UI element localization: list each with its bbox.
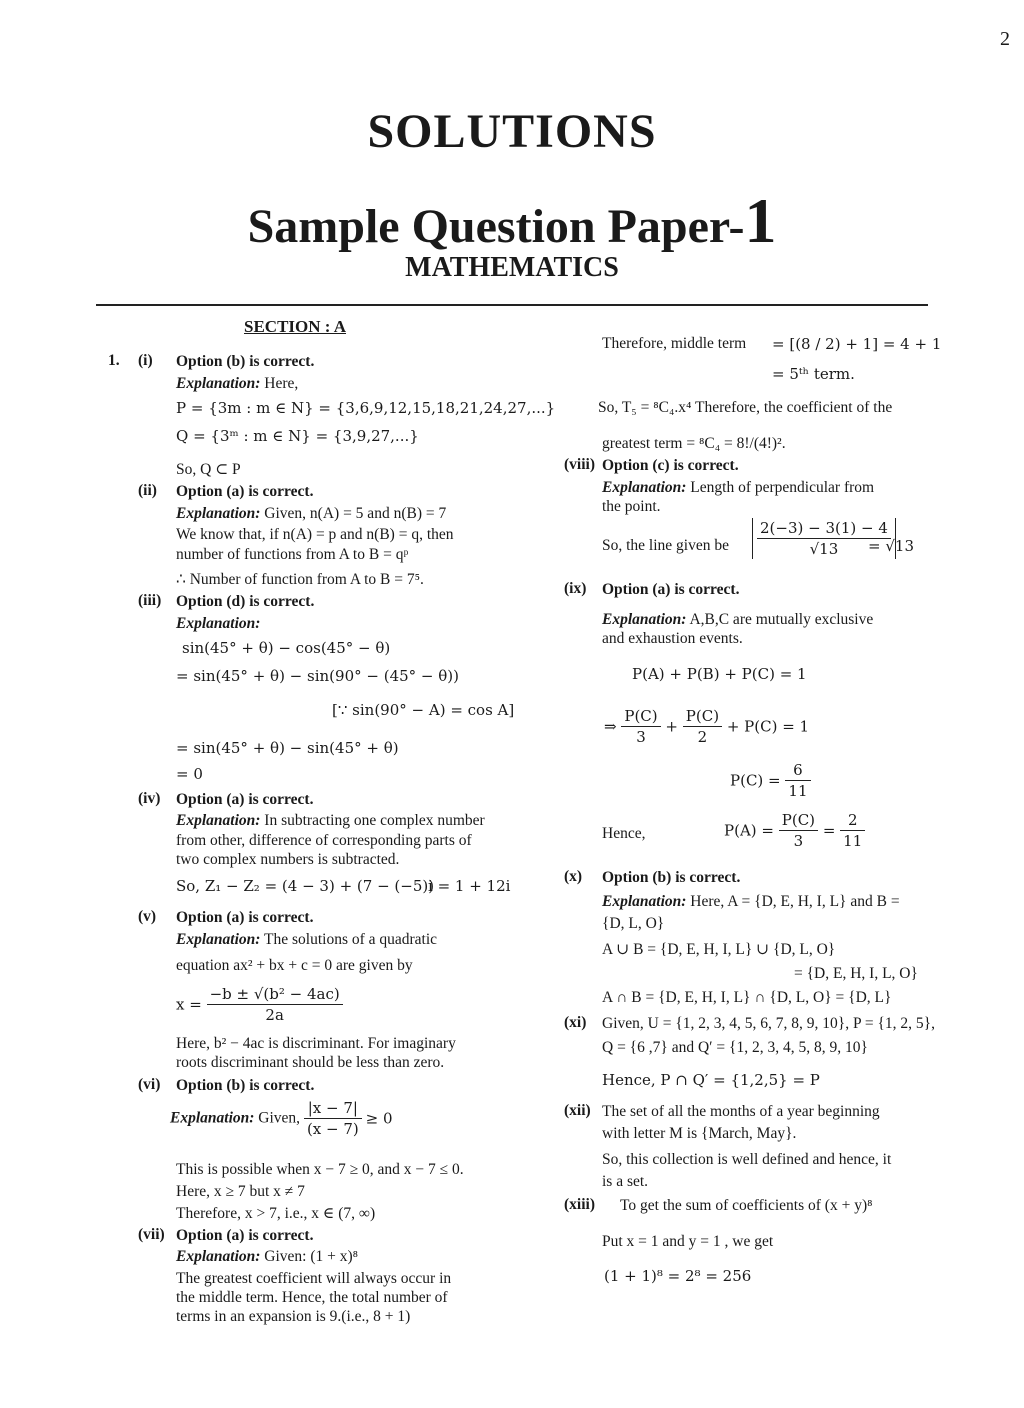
math-line: (1 + 1)⁸ = 2⁸ = 256 (604, 1267, 752, 1285)
paper-number: 1 (744, 185, 777, 256)
text-line: Here, b² − 4ac is discriminant. For imaginary (176, 1035, 456, 1052)
text-line: roots discriminant should be less than zero. (176, 1054, 445, 1071)
item-label: (iii) (138, 592, 162, 609)
math-line: = sin(45° + θ) − sin(45° + θ) (176, 739, 399, 757)
text-line: {D, L, O} (602, 915, 665, 932)
math-line: P = {3m : m ∈ N} = {3,6,9,12,15,18,21,24,27,...} (176, 399, 556, 417)
option-line: Option (b) is correct. (176, 1077, 315, 1094)
math-line: P(A) + P(B) + P(C) = 1 (632, 665, 807, 683)
text-line: Therefore, x > 7, i.e., x ∈ (7, ∞) (176, 1205, 376, 1222)
text-line: ∴ Number of function from A to B = 7⁵. (176, 571, 424, 588)
math-line: A ∪ B = {D, E, H, I, L} ∪ {D, L, O} (602, 941, 836, 958)
explanation-line: Explanation: The solutions of a quadratic (176, 931, 438, 948)
text-line: and exhaustion events. (602, 630, 743, 647)
text-line: So, T₅ = ⁸C₄.x⁴ Therefore, the coefficient of the (598, 399, 893, 416)
text-line: greatest term = ⁸C₄ = 8!/(4!)². (602, 435, 786, 452)
page-number: 2 (1000, 28, 1010, 50)
math-line: [∵ sin(90° − A) = cos A] (332, 701, 515, 719)
math-line: = [(8 / 2) + 1] = 4 + 1 (772, 335, 942, 353)
option-line: Option (a) is correct. (602, 581, 740, 598)
option-line: Option (c) is correct. (602, 457, 739, 474)
text-line: We know that, if n(A) = p and n(B) = q, then (176, 526, 454, 543)
text-line: The set of all the months of a year beginning (602, 1103, 880, 1120)
item-label: (viii) (564, 456, 595, 473)
text-line: Here, x ≥ 7 but x ≠ 7 (176, 1183, 305, 1200)
math-line: Q = {3ᵐ : m ∈ N} = {3,9,27,...} (176, 427, 419, 445)
formula: ⇒ $\frac{P(C)}{3}$ + $\frac{P(C)}{2}$ + P(C) = 1 (604, 707, 810, 746)
text-line: So, Q ⊂ P (176, 461, 241, 478)
item-label: (xii) (564, 1102, 591, 1119)
item-label: (v) (138, 908, 157, 925)
formula: $\frac{2(-3) - 3(1) - 4}{√13}$ (752, 518, 896, 559)
explanation-line: Explanation: In subtracting one complex number (176, 812, 485, 829)
text-line: Hence, (602, 825, 646, 842)
item-label: (x) (564, 868, 583, 885)
subject-heading: MATHEMATICS (405, 252, 619, 283)
math-line: A ∩ B = {D, E, H, I, L} ∩ {D, L, O} = {D, L} (602, 989, 892, 1006)
text-line: To get the sum of coefficients of (x + y)⁸ (620, 1197, 873, 1214)
math-line: = sin(45° + θ) − sin(90° − (45° − θ)) (176, 667, 460, 685)
item-label: (iv) (138, 790, 161, 807)
math-line: i = 1 + 12i (428, 877, 511, 895)
paper-title (0, 184, 1024, 258)
math-line: sin(45° + θ) − cos(45° − θ) (182, 639, 391, 657)
text-line: Q = {6 ,7} and Q′ = {1, 2, 3, 4, 5, 8, 9, 10} (602, 1039, 868, 1056)
text-line: So, the line given be (602, 537, 729, 554)
explanation-line: Explanation: Here, A = {D, E, H, I, L} and B = (602, 893, 900, 910)
option-line: Option (b) is correct. (602, 869, 741, 886)
text-line: Put x = 1 and y = 1 , we get (602, 1233, 774, 1250)
text-line: equation ax² + bx + c = 0 are given by (176, 957, 413, 974)
explanation-line: Explanation: A,B,C are mutually exclusive (602, 611, 874, 628)
option-line: Option (a) is correct. (176, 1227, 314, 1244)
item-label: (i) (138, 352, 153, 369)
explanation-line: Explanation: Given, $\frac{|x - 7|}{(x - 7)}$ ≥ 0 (170, 1099, 393, 1138)
item-label: (xi) (564, 1014, 587, 1031)
explanation-line: Explanation: Given: (1 + x)⁸ (176, 1248, 359, 1265)
text-line: This is possible when x − 7 ≥ 0, and x − 7 ≤ 0. (176, 1161, 464, 1178)
explanation-line: Explanation: Given, n(A) = 5 and n(B) = 7 (176, 505, 447, 522)
text-line: terms in an expansion is 9.(i.e., 8 + 1) (176, 1308, 411, 1325)
text-line: with letter M is {March, May}. (602, 1125, 797, 1142)
section-heading: SECTION : A (244, 317, 347, 336)
text-line: The greatest coefficient will always occur in (176, 1270, 452, 1287)
text-line: Therefore, middle term (602, 335, 747, 352)
formula: x = $\frac{\text{−b ± √(b² − 4ac)}}{2a}$ (176, 984, 343, 1025)
text-line: two complex numbers is subtracted. (176, 851, 400, 868)
item-label: (xiii) (564, 1196, 595, 1213)
header-divider (96, 304, 928, 306)
item-label: (ix) (564, 580, 587, 597)
page-title: SOLUTIONS (367, 105, 657, 158)
formula: P(C) = $\frac{6}{11}$ (730, 760, 811, 801)
paper-title-text: Sample Question Paper- (247, 200, 745, 253)
option-line: Option (b) is correct. (176, 353, 315, 370)
math-line: So, Z₁ − Z₂ = (4 − 3) + (7 − (−5)) (176, 877, 435, 895)
question-number: 1. (108, 352, 120, 369)
item-label: (vii) (138, 1226, 165, 1243)
formula: P(A) = $\frac{P(C)}{3}$ = $\frac{2}{11}$ (724, 810, 865, 851)
text-line: the point. (602, 498, 661, 515)
option-line: Option (a) is correct. (176, 791, 314, 808)
explanation-line: Explanation: Here, (176, 375, 299, 392)
math-line: = 0 (176, 765, 203, 783)
text-line: the middle term. Hence, the total number of (176, 1289, 448, 1306)
option-line: Option (a) is correct. (176, 909, 314, 926)
item-label: (ii) (138, 482, 157, 499)
item-label: (vi) (138, 1076, 161, 1093)
text-line: So, this collection is well defined and hence, it (602, 1151, 892, 1168)
text-line: Given, U = {1, 2, 3, 4, 5, 6, 7, 8, 9, 10}, P = {1, 2, 5}, (602, 1015, 935, 1032)
math-line: = {D, E, H, I, L, O} (794, 965, 918, 982)
explanation-line: Explanation: Length of perpendicular from (602, 479, 875, 496)
math-line: = 5ᵗʰ term. (772, 365, 855, 383)
option-line: Option (a) is correct. (176, 483, 314, 500)
text-line: is a set. (602, 1173, 649, 1190)
text-line: from other, difference of corresponding parts of (176, 832, 472, 849)
text-line: number of functions from A to B = qᵖ (176, 546, 409, 563)
math-line: = √13 (868, 537, 914, 555)
math-line: Hence, P ∩ Q′ = {1,2,5} = P (602, 1071, 820, 1089)
option-line: Option (d) is correct. (176, 593, 315, 610)
explanation-line: Explanation: (176, 615, 261, 632)
